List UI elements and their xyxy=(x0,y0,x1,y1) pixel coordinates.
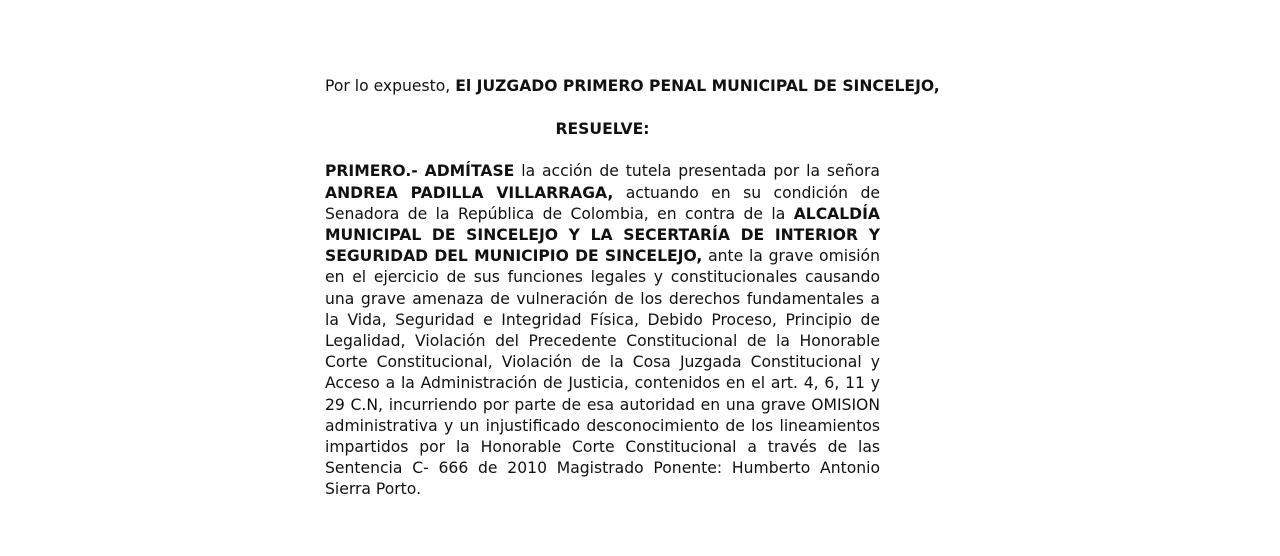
resolve-heading-text: RESUELVE: xyxy=(555,120,650,139)
resolution-text-2: actuando en su condición de Senadora de la República de Colombia, en contra de la xyxy=(325,183,880,223)
defendants-name: ALCALDÍA MUNICIPAL DE SINCELEJO Y LA SECERTARÍA DE INTERIOR Y SEGURIDAD DEL MUNICIPIO DE SINCELEJO, xyxy=(325,204,880,266)
resolution-text-1: la acción de tutela presentada por la señora xyxy=(521,162,880,181)
resolution-ordinal: PRIMERO.- xyxy=(325,162,418,181)
document-body xyxy=(325,76,940,501)
intro-text: Por lo expuesto, xyxy=(325,77,451,95)
plaintiff-name: ANDREA PADILLA VILLARRAGA, xyxy=(325,183,614,202)
resolution-paragraph xyxy=(325,161,880,500)
resolve-heading xyxy=(325,119,880,140)
resolution-text-3: ante la grave omisión en el ejercicio de sus funciones legales y constitucionales causando una grave amenaza de vulneración de los derechos fundamentales a la Vida, Seguridad e Integridad Física, Debido Proceso, Principio de Legalidad, Violación del Precedente Constitucional de la Honorable Corte Constitucional, Violación de la Cosa Juzgada Constitucional y Acceso a la Administración de Justicia, contenidos en el art. 4, 6, 11 y 29 C.N, incurriendo por parte de esa autoridad en una grave OMISION administrativa y un injustificado desconocimiento de los lineamientos impartidos por la Honorable Corte Constitucional a través de las Sentencia C- 666 de 2010 Magistrado Ponente: Humberto Antonio Sierra Porto. xyxy=(325,247,880,499)
intro-paragraph xyxy=(325,76,940,97)
resolution-verb: ADMÍTASE xyxy=(424,162,515,181)
court-name: El JUZGADO PRIMERO PENAL MUNICIPAL DE SINCELEJO, xyxy=(455,77,940,95)
